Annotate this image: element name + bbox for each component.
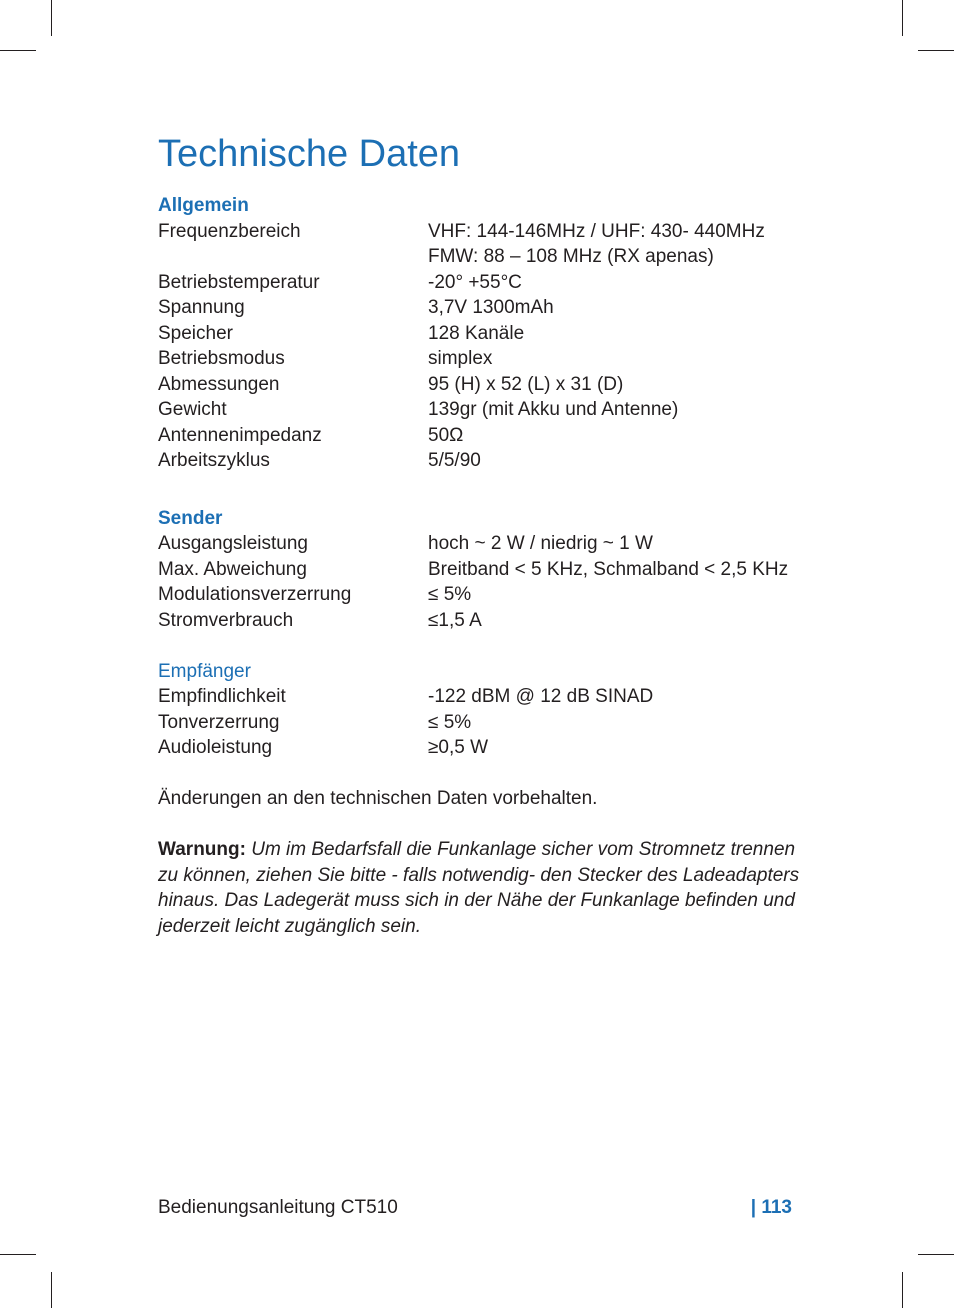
section-spacer [158,812,798,838]
warning-line: jederzeit leicht zugänglich sein. [158,915,421,937]
spec-row [158,321,798,347]
warning-text: Um im Bedarfsfall die Funkanlage sicher vom Stromnetz trennen [245,839,796,860]
warning-line [158,837,798,863]
spec-label: Betriebstemperatur [158,271,320,293]
section-heading-general: Allgemein [158,195,249,216]
spec-label: Arbeitszyklus [158,450,270,471]
section-spacer [158,761,798,787]
crop-mark [0,1254,36,1255]
section-heading-receiver: Empfänger [158,660,251,682]
spec-value: Breitband < 5 KHz, Schmalband < 2,5 KHz [428,558,789,580]
spec-label: Tonverzerrung [158,711,280,733]
spec-value: VHF: 144-146MHz / UHF: 430- 440MHz [428,220,765,242]
change-notice: Änderungen an den technischen Daten vorbehalten. [158,788,598,809]
spec-label: Speicher [158,322,233,344]
spec-label: Antennenimpedanz [158,424,322,446]
spec-label: Abmessungen [158,373,280,395]
spec-row [158,710,798,736]
spec-value: -20° +55°C [428,271,522,293]
warning-label: Warnung: [158,839,246,860]
crop-mark [0,50,36,51]
spec-label: Betriebsmodus [158,348,285,369]
spec-value: ≤ 5% [428,584,472,605]
warning-line: hinaus. Das Ladegerät muss sich in der Nähe der Funkanlage befinden und [158,890,795,911]
spec-label: Audioleistung [158,737,273,758]
footer-manual-title: Bedienungsanleitung CT510 [158,1197,398,1218]
crop-mark [902,0,903,36]
footer-page-number: | 113 [750,1197,792,1218]
crop-mark [918,1254,954,1255]
spec-value: 95 (H) x 52 (L) x 31 (D) [428,373,624,395]
spec-value: 139gr (mit Akku und Antenne) [428,399,679,420]
spec-row [158,295,798,321]
crop-mark [918,50,954,51]
spec-value: -122 dBM @ 12 dB SINAD [428,686,654,707]
warning-line: zu können, ziehen Sie bitte - falls notwendig- den Stecker des Ladeadapters [158,864,800,886]
section-spacer [158,474,798,506]
spec-label: Empfindlichkeit [158,686,286,707]
spec-value: ≤1,5 A [428,609,482,631]
spec-row [158,531,798,557]
spec-row [158,270,798,296]
spec-row [158,608,798,634]
spec-row [158,582,798,608]
spec-row [158,735,798,761]
spec-value: 3,7V 1300mAh [428,297,554,318]
warning-paragraph [158,837,798,939]
spec-row [158,219,798,245]
spec-label [158,244,428,270]
spec-label: Frequenzbereich [158,220,301,242]
spec-label: Ausgangsleistung [158,533,308,554]
section-heading-transmitter: Sender [158,507,223,529]
spec-label: Spannung [158,297,245,318]
spec-row [158,397,798,423]
spec-value: hoch ~ 2 W / niedrig ~ 1 W [428,533,653,554]
spec-row [158,244,798,270]
spec-content [158,193,798,939]
spec-value: 128 Kanäle [428,322,525,344]
spec-row [158,684,798,710]
section-spacer [158,633,798,659]
crop-mark [902,1272,903,1308]
spec-row [158,346,798,372]
crop-mark [51,1272,52,1308]
spec-label: Gewicht [158,399,227,420]
spec-label: Modulationsverzerrung [158,584,352,605]
spec-value: 5/5/90 [428,450,481,471]
spec-row [158,372,798,398]
spec-label: Stromverbrauch [158,609,294,631]
spec-row [158,448,798,474]
spec-row [158,423,798,449]
spec-value: ≤ 5% [428,711,472,733]
spec-value: simplex [428,348,493,369]
page-title: Technische Daten [158,133,461,175]
spec-value: ≥0,5 W [428,737,489,758]
spec-value: 50Ω [428,424,464,446]
spec-row [158,557,798,583]
spec-value: FMW: 88 – 108 MHz (RX apenas) [428,246,714,267]
spec-label: Max. Abweichung [158,558,307,580]
crop-mark [51,0,52,36]
